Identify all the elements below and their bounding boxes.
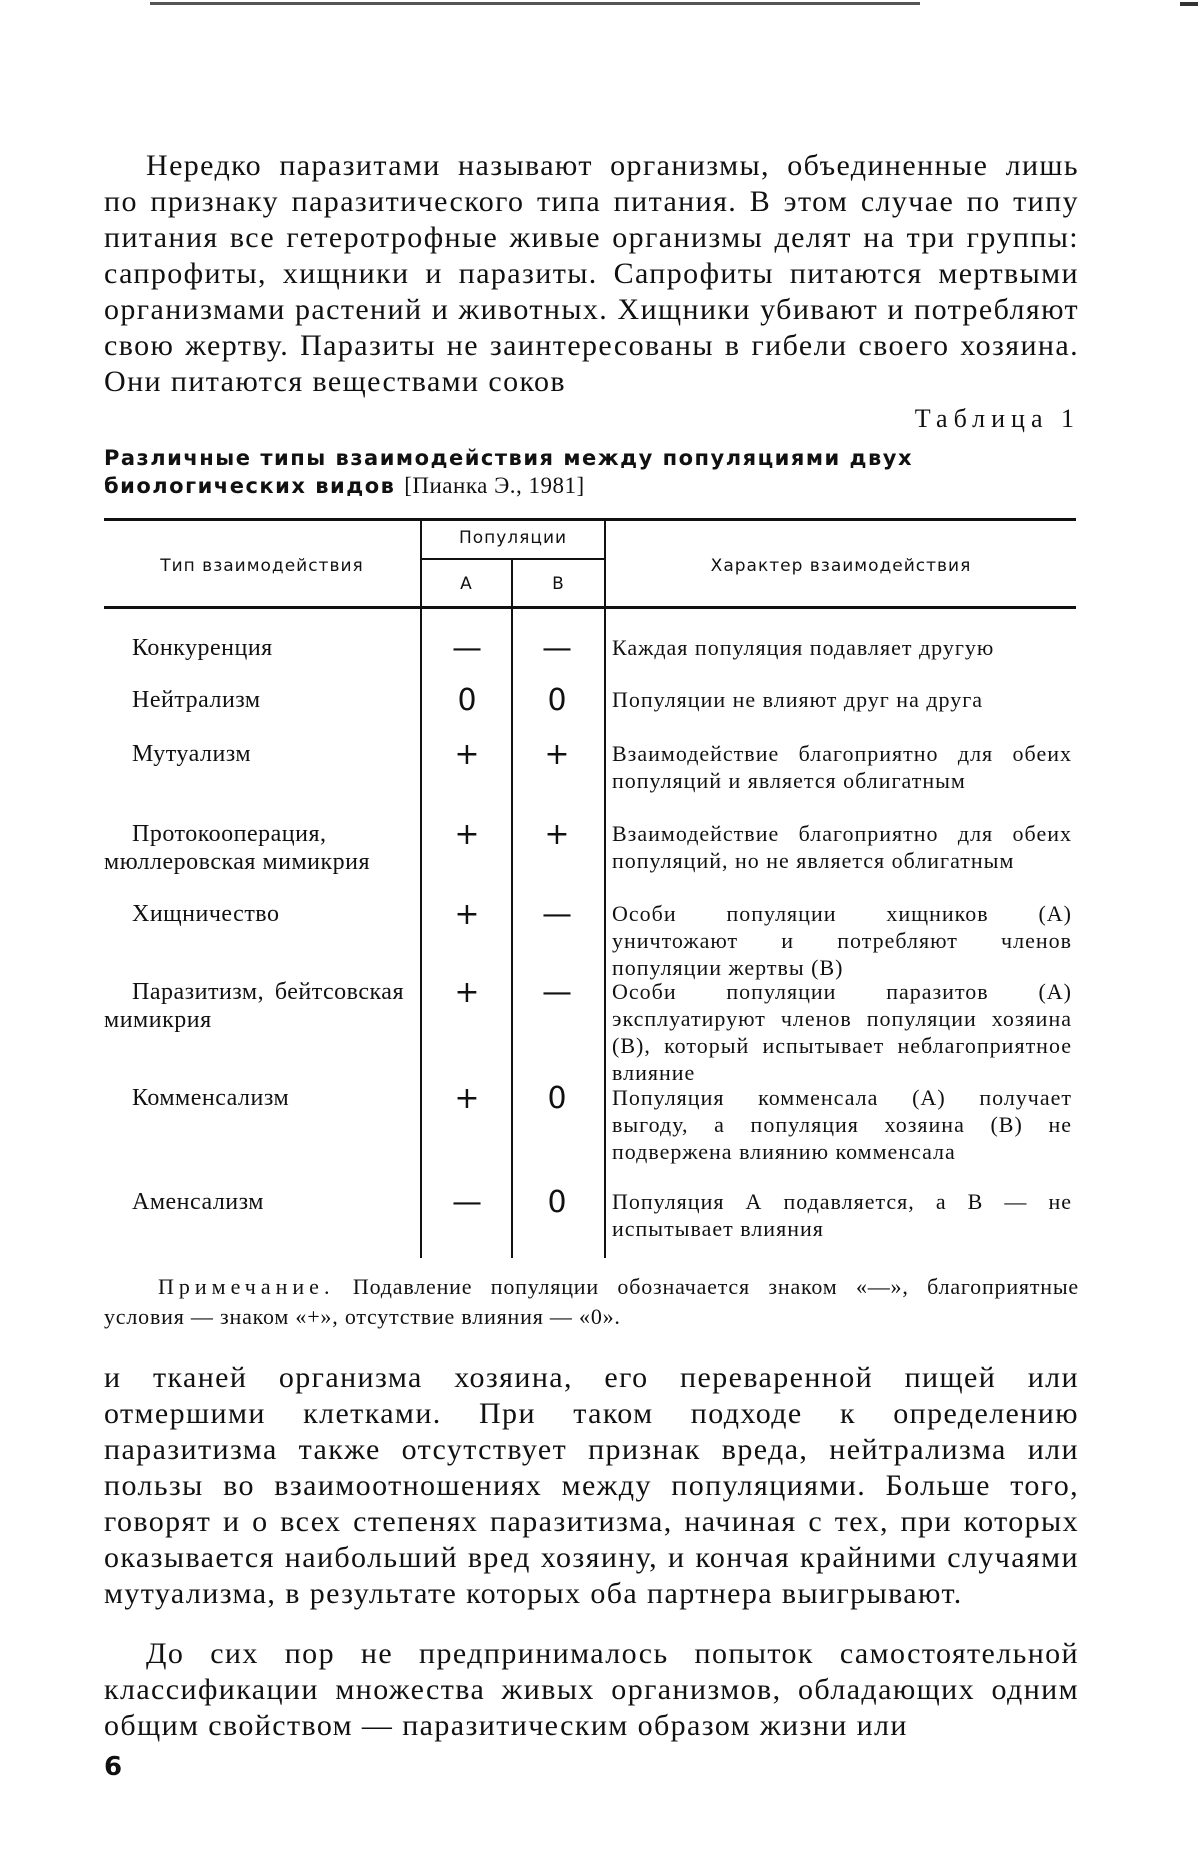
header-pop-b: В (552, 574, 565, 594)
table-note (104, 1272, 1079, 1332)
cell-type: Хищничество (132, 901, 280, 927)
cell-description: Взаимодействие благоприятно для обеих популяций и является облигатным (612, 741, 1072, 793)
cell-type: Комменсализм (132, 1085, 290, 1111)
cell-type: Нейтрализм (132, 687, 261, 713)
header-populations: Популяции (458, 528, 568, 548)
page-number: 6 (104, 1752, 123, 1782)
col-divider-desc (604, 520, 606, 1258)
table-title (104, 444, 1084, 500)
cell-pop-b: — (542, 975, 572, 1010)
cell-pop-b: — (542, 897, 572, 932)
cell-pop-a: + (454, 975, 480, 1010)
cell-type: Конкуренция (132, 635, 273, 661)
paragraph-2: и тканей организма хозяина, его переваренной пищей или отмершими клетками. При таком подходе к определению паразитизма также отсутствует признак вреда, нейтрализма или пользы во взаимоотношениях между популяциями. Больше того, говорят и о всех степенях паразитизма, начиная с тех, при которых оказывается наибольший вред хозяину, и кончая крайними случаями мутуализма, в результате которых оба партнера выигрывают. (104, 1361, 1079, 1610)
cell-pop-a: + (454, 897, 480, 932)
cell-description: Популяции не влияют друг на друга (612, 687, 984, 712)
cell-pop-a: — (452, 631, 482, 666)
table-title-text: Различные типы взаимодействия между популяциями двух биологических видов (104, 446, 914, 498)
top-edge-line (150, 2, 920, 5)
interaction-table (104, 518, 1076, 1258)
cell-pop-b: 0 (547, 683, 567, 718)
header-pop-a: А (460, 574, 473, 594)
paragraph-3: До сих пор не предпринималось попыток самостоятельной классификации множества живых организмов, обладающих одним общим свойством — паразитическим образом жизни или (104, 1637, 1079, 1742)
cell-pop-b: 0 (547, 1081, 567, 1116)
cell-type: Паразитизм, бейтсовская мимикрия (104, 979, 404, 1033)
cell-description: Особи популяции паразитов (А) эксплуатируют членов популяции хозяина (В), который испытывает неблагоприятное влияние (612, 979, 1072, 1085)
header-sub-rule (422, 558, 606, 560)
cell-pop-b: — (542, 631, 572, 666)
table-label: Таблица 1 (914, 404, 1080, 433)
cell-description: Популяция комменсала (А) получает выгоду, а популяция хозяина (В) не подвержена влиянию комменсала (612, 1085, 1072, 1164)
note-text: Подавление популяции обозначается знаком «—», благоприятные условия — знаком «+», отсутствие влияния — «0». (104, 1274, 1079, 1329)
cell-pop-a: 0 (457, 683, 477, 718)
header-type: Тип взаимодействия (160, 556, 364, 576)
table-top-rule (104, 518, 1076, 521)
cell-pop-b: + (544, 737, 570, 772)
corner-mark (1180, 2, 1198, 6)
cell-pop-b: + (544, 817, 570, 852)
cell-description: Особи популяции хищников (А) уничтожают и потребляют членов популяции жертвы (В) (612, 901, 1072, 980)
cell-type: Аменсализм (132, 1189, 264, 1215)
header-character: Характер взаимодействия (710, 556, 972, 576)
cell-pop-a: + (454, 1081, 480, 1116)
header-bottom-rule (104, 606, 1076, 609)
cell-pop-b: 0 (547, 1185, 567, 1220)
col-divider-type (420, 520, 422, 1258)
intro-paragraph: Нередко паразитами называют организмы, объединенные лишь по признаку паразитического типа питания. В этом случае по типу питания все гетеротрофные живые организмы делят на три группы: сапрофиты, хищники и паразиты. Сапрофиты питаются мертвыми организмами растений и животных. Хищники убивают и потребляют свою жертву. Паразиты не заинтересованы в гибели своего хозяина. Они питаются веществами соков (104, 149, 1079, 398)
cell-type: Мутуализм (132, 741, 252, 767)
cell-description: Взаимодействие благоприятно для обеих популяций, но не является облигатным (612, 821, 1072, 873)
cell-pop-a: + (454, 817, 480, 852)
cell-pop-a: — (452, 1185, 482, 1220)
cell-description: Популяция А подавляется, а В — не испытывает влияния (612, 1189, 1072, 1241)
cell-description: Каждая популяция подавляет другую (612, 635, 995, 660)
cell-pop-a: + (454, 737, 480, 772)
note-label: Примечание. (158, 1274, 335, 1299)
table-source: [Пианка Э., 1981] (404, 473, 585, 498)
cell-type: Протокооперация, мюллеровская мимикрия (104, 821, 371, 875)
